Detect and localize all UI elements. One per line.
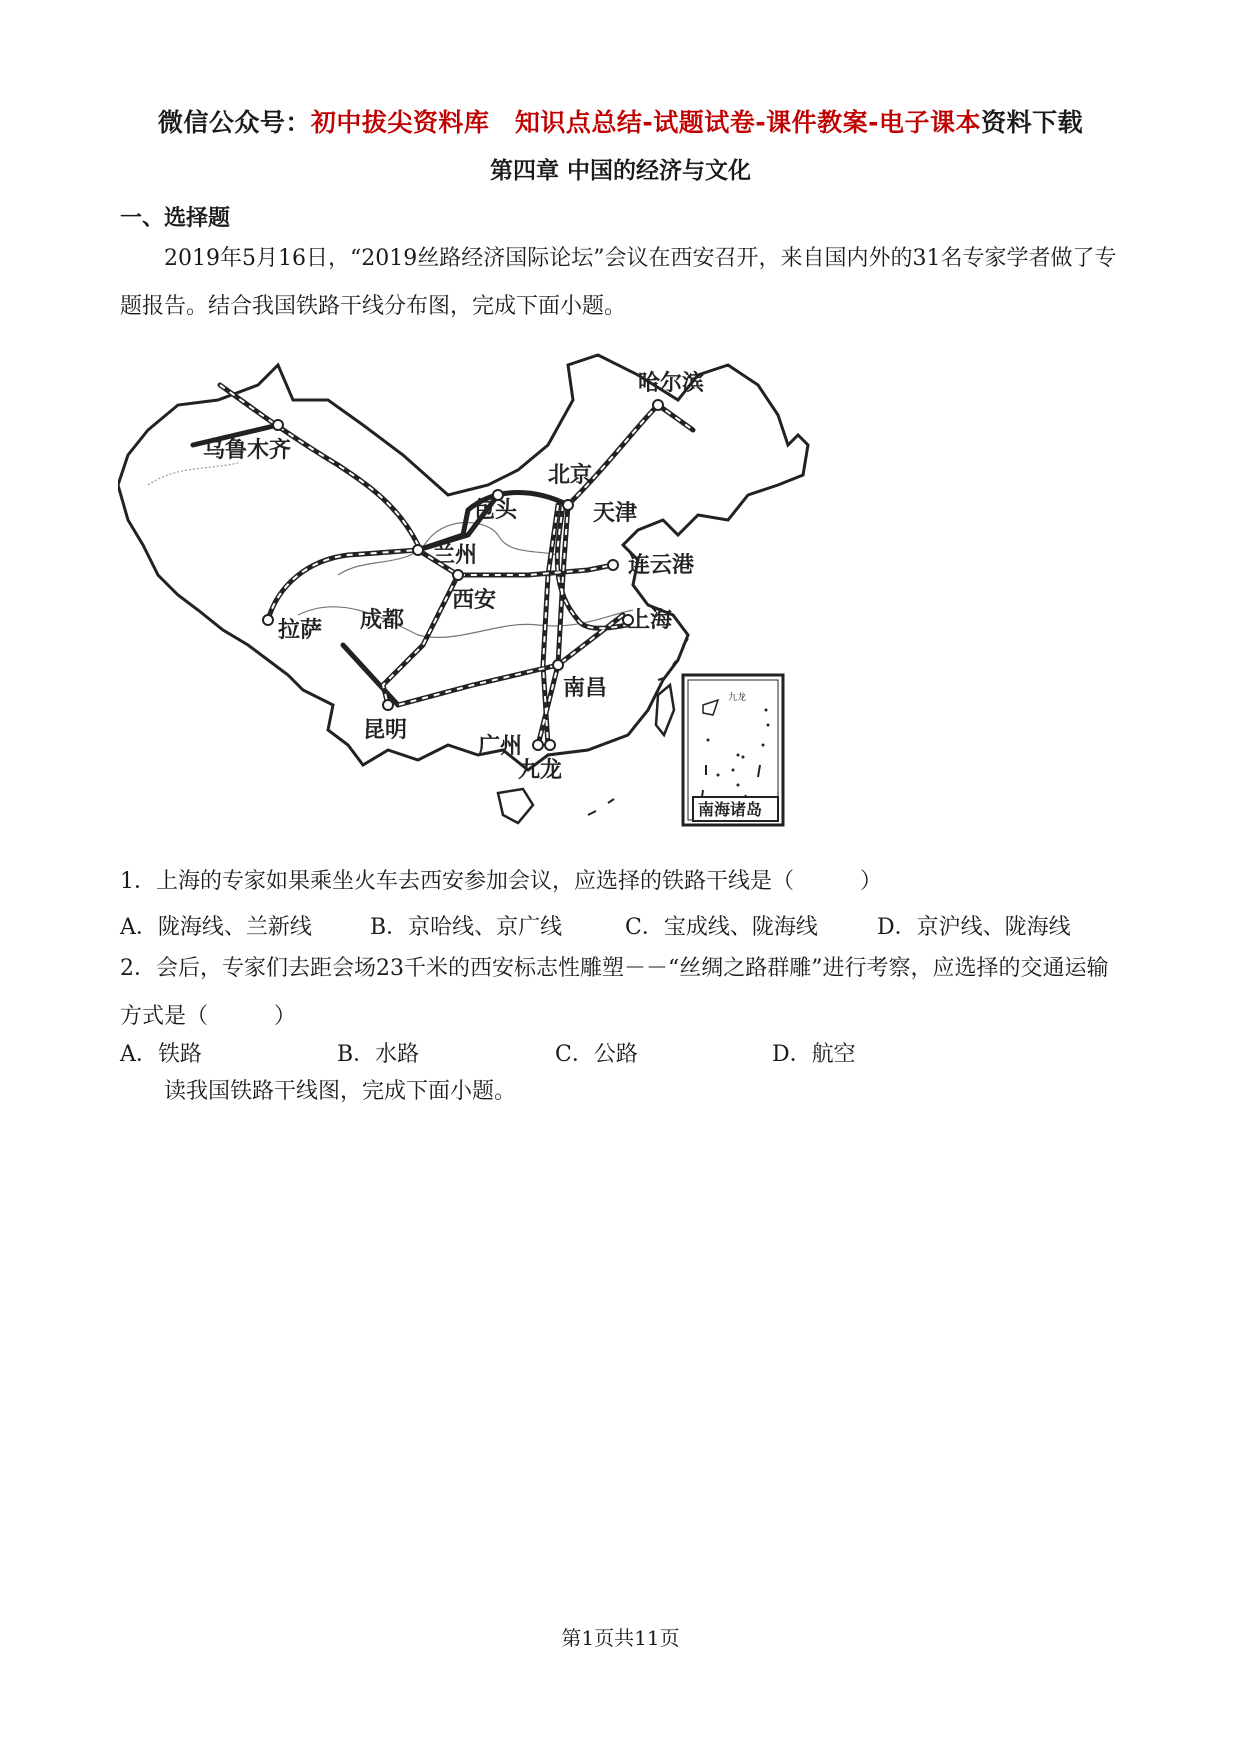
city-label-chengdu: 成都	[360, 608, 405, 633]
intro-paragraph-1: 2019年5月16日，“2019丝路经济国际论坛”会议在西安召开，来自国内外的31名专家学者做了专题报告。结合我国铁路干线分布图，完成下面小题。	[120, 246, 1117, 319]
q1-option-b[interactable]: B．京哈线、京广线	[370, 915, 563, 940]
chapter-title: 第四章 中国的经济与文化	[489, 158, 751, 184]
city-label-baotou: 包头	[473, 498, 518, 523]
river-north	[148, 463, 238, 485]
header-red-text: 初中拔尖资料库 知识点总结-试题试卷-课件教案-电子课本	[310, 108, 982, 137]
city-marker-guangzhou	[533, 740, 543, 750]
city-label-lhasa: 拉萨	[278, 618, 323, 643]
city-marker-beijing	[563, 500, 573, 510]
railway-lanxin	[220, 385, 418, 545]
header-suffix: 资料下载	[981, 108, 1084, 137]
q1-option-c[interactable]: C．宝成线、陇海线	[625, 915, 818, 940]
city-label-lanzhou: 兰州	[433, 543, 478, 568]
city-marker-xian	[453, 570, 463, 580]
city-marker-urumqi	[273, 420, 283, 430]
city-label-xian: 西安	[452, 588, 497, 613]
q2-option-d[interactable]: D．航空	[772, 1042, 856, 1067]
south-china-sea-inset	[683, 675, 783, 825]
inset-small-label: 九龙	[728, 693, 747, 703]
city-marker-lanzhou	[413, 545, 423, 555]
city-marker-kowloon	[545, 740, 555, 750]
q2-option-a[interactable]: A．铁路	[120, 1042, 202, 1067]
railway-baocheng	[383, 575, 458, 705]
q1-option-a[interactable]: A．陇海线、兰新线	[120, 915, 312, 940]
hainan-island	[498, 789, 533, 823]
city-marker-harbin	[653, 400, 663, 410]
taiwan-island	[656, 685, 674, 735]
city-label-tianjin: 天津	[593, 501, 638, 526]
city-marker-kunming	[383, 700, 393, 710]
city-marker-nanchang	[553, 660, 563, 670]
city-marker-lianyungang	[608, 560, 618, 570]
q2-option-c[interactable]: C．公路	[555, 1042, 638, 1067]
city-label-shanghai: 上海	[628, 608, 673, 633]
city-label-beijing: 北京	[548, 463, 593, 488]
city-label-nanchang: 南昌	[563, 676, 608, 701]
q2-option-b[interactable]: B．水路	[337, 1042, 420, 1067]
railway-map	[118, 345, 888, 945]
railway-jingha	[568, 405, 693, 505]
city-label-harbin: 哈尔滨	[638, 371, 705, 396]
inset-label: 南海诸岛	[698, 800, 763, 819]
page-header	[0, 103, 1241, 139]
question-2-stem: 2．会后，专家们去距会场23千米的西安标志性雕塑－－“丝绸之路群雕”进行考察，应选择的交通运输方式是（ ）	[120, 956, 1109, 1029]
header-prefix: 微信公众号：	[157, 108, 311, 137]
city-label-urumqi: 乌鲁木齐	[203, 438, 292, 463]
city-label-lianyungang: 连云港	[628, 553, 695, 578]
section-title: 一、选择题	[120, 206, 231, 231]
intro-paragraph-2: 读我国铁路干线图，完成下面小题。	[164, 1079, 517, 1104]
q1-option-d[interactable]: D．京沪线、陇海线	[877, 915, 1071, 940]
city-label-kowloon: 九龙	[518, 758, 563, 783]
city-label-guangzhou: 广州	[478, 734, 523, 759]
city-label-kunming: 昆明	[363, 718, 408, 743]
city-marker-lhasa	[263, 615, 273, 625]
question-1-stem: 1．上海的专家如果乘坐火车去西安参加会议，应选择的铁路干线是（ ）	[120, 869, 882, 894]
page-footer: 第1页共11页	[561, 1626, 680, 1650]
